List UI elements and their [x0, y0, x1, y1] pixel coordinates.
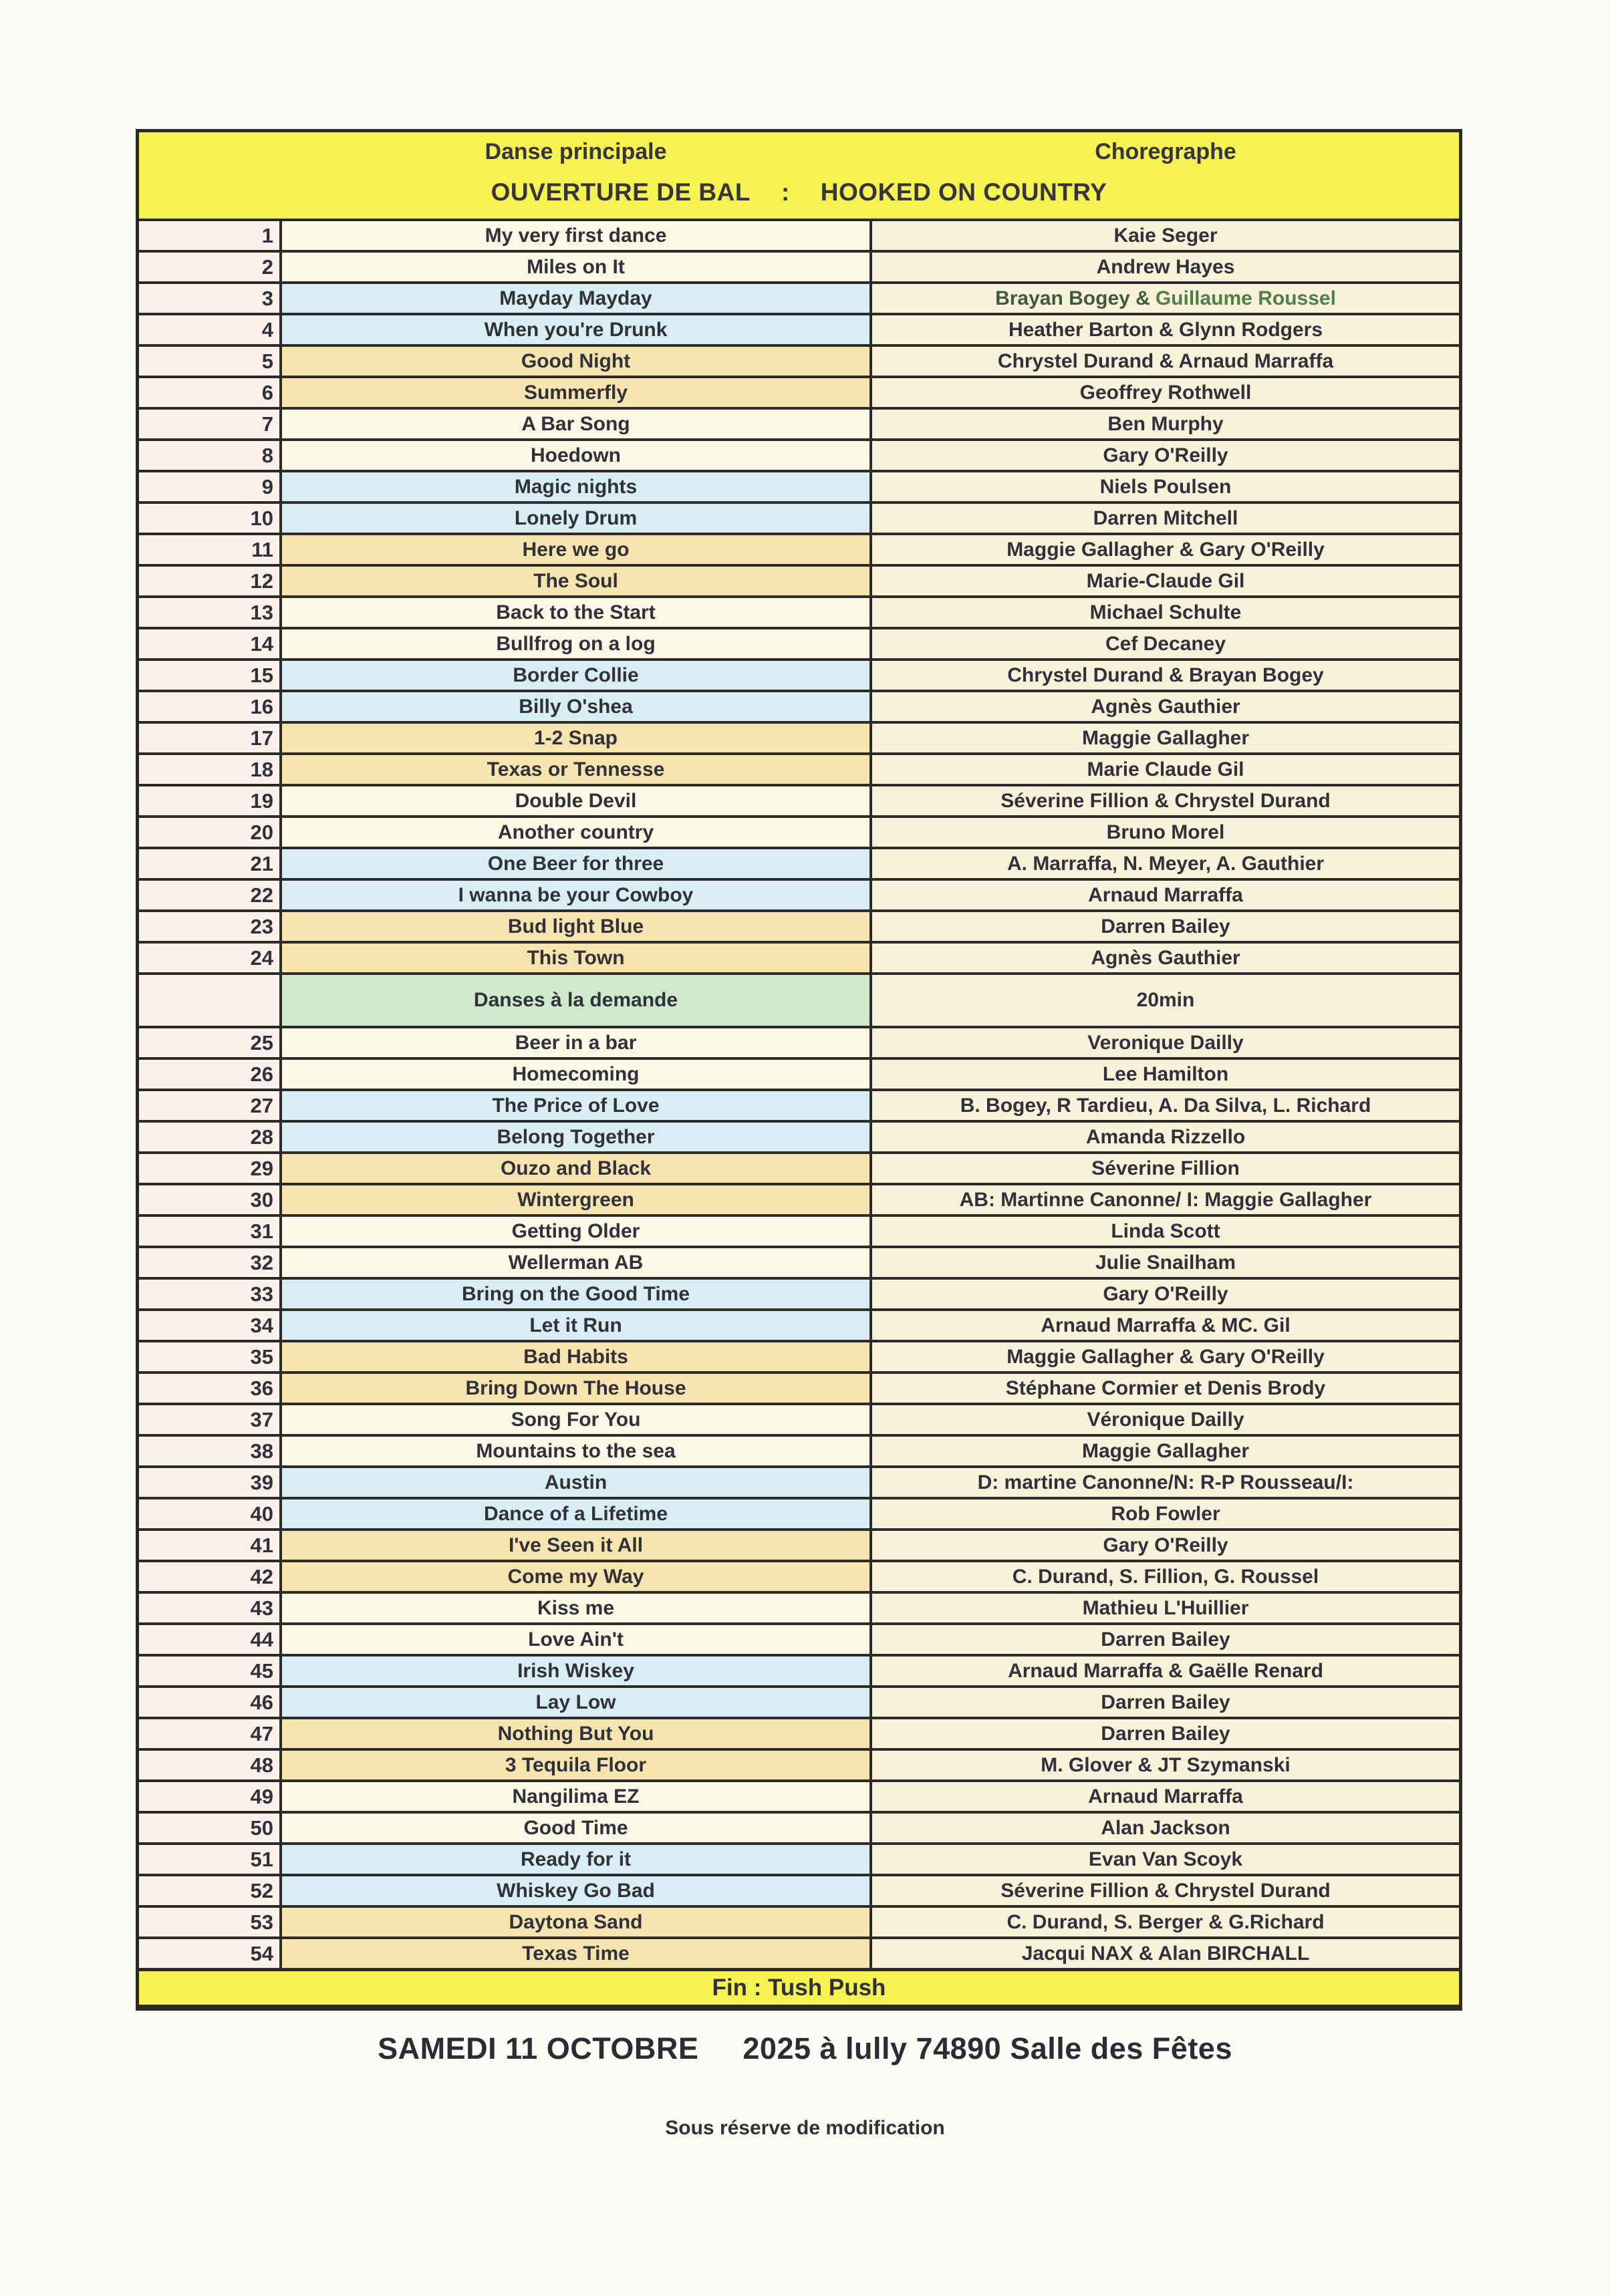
choreographer: Maggie Gallagher: [872, 724, 1459, 752]
row-number: 38: [139, 1437, 279, 1465]
dance-name: Ouzo and Black: [279, 1154, 872, 1183]
table-row: [139, 658, 1459, 690]
row-number: 39: [139, 1468, 279, 1497]
section-row: [139, 972, 1459, 1026]
table-row: [139, 1089, 1459, 1120]
choreographer: Séverine Fillion: [872, 1154, 1459, 1183]
row-number: 14: [139, 629, 279, 658]
row-number: 12: [139, 567, 279, 595]
choreographer-name-part: Guillaume Roussel: [1155, 287, 1336, 309]
dance-name: Billy O'shea: [279, 692, 872, 721]
row-number: 54: [139, 1939, 279, 1968]
choreographer: Veronique Dailly: [872, 1028, 1459, 1057]
row-number: 16: [139, 692, 279, 721]
table-row: [139, 1434, 1459, 1465]
row-number: 2: [139, 253, 279, 281]
choreographer: [872, 284, 1459, 313]
choreographer: Geoffrey Rothwell: [872, 378, 1459, 407]
table-row: [139, 847, 1459, 878]
row-number: 6: [139, 378, 279, 407]
dance-name: This Town: [279, 944, 872, 972]
row-number: 25: [139, 1028, 279, 1057]
header-dance-col-label: Danse principale: [485, 139, 667, 164]
choreographer: C. Durand, S. Berger & G.Richard: [872, 1908, 1459, 1936]
fin-row: Fin : Tush Push: [139, 1968, 1459, 2005]
table-row: [139, 595, 1459, 627]
choreographer: Arnaud Marraffa: [872, 881, 1459, 909]
dance-name: Bud light Blue: [279, 912, 872, 941]
choreographer: D: martine Canonne/N: R-P Rousseau/I:: [872, 1468, 1459, 1497]
dance-name: Good Time: [279, 1814, 872, 1842]
row-number: 27: [139, 1091, 279, 1120]
table-row: [139, 313, 1459, 344]
table-row: [139, 1654, 1459, 1685]
row-number: 29: [139, 1154, 279, 1183]
table-row: [139, 470, 1459, 501]
section-label: Danses à la demande: [279, 975, 872, 1026]
dance-name: Bring Down The House: [279, 1374, 872, 1403]
dance-name: Dance of a Lifetime: [279, 1499, 872, 1528]
choreographer: Agnès Gauthier: [872, 692, 1459, 721]
choreographer: Darren Mitchell: [872, 504, 1459, 533]
dance-name: Summerfly: [279, 378, 872, 407]
row-number: 43: [139, 1594, 279, 1622]
choreographer: Andrew Hayes: [872, 253, 1459, 281]
dance-name: Ready for it: [279, 1845, 872, 1874]
dance-name: I wanna be your Cowboy: [279, 881, 872, 909]
choreographer: Marie Claude Gil: [872, 755, 1459, 784]
choreographer: Darren Bailey: [872, 1625, 1459, 1654]
dance-name: Love Ain't: [279, 1625, 872, 1654]
opening-line: [139, 178, 1459, 206]
row-number: [139, 975, 279, 1026]
row-number: 34: [139, 1311, 279, 1340]
table-row: [139, 1026, 1459, 1057]
row-number: 46: [139, 1688, 279, 1717]
table-row: [139, 1748, 1459, 1779]
dance-name: When you're Drunk: [279, 315, 872, 344]
dance-name: The Price of Love: [279, 1091, 872, 1120]
section-duration: 20min: [872, 975, 1459, 1026]
table-row: [139, 784, 1459, 815]
choreographer: Amanda Rizzello: [872, 1123, 1459, 1151]
choreographer: Lee Hamilton: [872, 1060, 1459, 1089]
row-number: 1: [139, 221, 279, 250]
table-row: [139, 1842, 1459, 1874]
choreographer: Kaie Seger: [872, 221, 1459, 250]
dance-name: Nothing But You: [279, 1719, 872, 1748]
row-number: 8: [139, 441, 279, 470]
dance-name: Wintergreen: [279, 1185, 872, 1214]
table-row: [139, 815, 1459, 847]
choreographer: Arnaud Marraffa: [872, 1782, 1459, 1811]
row-number: 44: [139, 1625, 279, 1654]
row-number: 48: [139, 1751, 279, 1779]
dance-name: Mayday Mayday: [279, 284, 872, 313]
header-choreo-col-label: Choregraphe: [1095, 139, 1236, 164]
choreographer: Gary O'Reilly: [872, 1280, 1459, 1308]
dance-name: Bring on the Good Time: [279, 1280, 872, 1308]
opening-value: HOOKED ON COUNTRY: [820, 178, 1107, 206]
choreographer: Bruno Morel: [872, 818, 1459, 847]
choreographer: Darren Bailey: [872, 1688, 1459, 1717]
choreographer: A. Marraffa, N. Meyer, A. Gauthier: [872, 849, 1459, 878]
table-row: [139, 1528, 1459, 1560]
table-row: [139, 1214, 1459, 1246]
dance-name: Come my Way: [279, 1562, 872, 1591]
dance-name: 1-2 Snap: [279, 724, 872, 752]
choreographer: Marie-Claude Gil: [872, 567, 1459, 595]
table-row: [139, 1151, 1459, 1183]
choreographer: Stéphane Cormier et Denis Brody: [872, 1374, 1459, 1403]
table-row: [139, 627, 1459, 658]
choreographer: Arnaud Marraffa & Gaëlle Renard: [872, 1657, 1459, 1685]
choreographer: Agnès Gauthier: [872, 944, 1459, 972]
choreographer: Maggie Gallagher: [872, 1437, 1459, 1465]
choreographer: Jacqui NAX & Alan BIRCHALL: [872, 1939, 1459, 1968]
dance-name: A Bar Song: [279, 410, 872, 438]
row-number: 20: [139, 818, 279, 847]
choreographer: Maggie Gallagher & Gary O'Reilly: [872, 535, 1459, 564]
row-number: 45: [139, 1657, 279, 1685]
table-row: [139, 1779, 1459, 1811]
choreographer: Evan Van Scoyk: [872, 1845, 1459, 1874]
dance-name: Wellerman AB: [279, 1248, 872, 1277]
choreographer: M. Glover & JT Szymanski: [872, 1751, 1459, 1779]
table-row: [139, 407, 1459, 438]
table-row: [139, 721, 1459, 752]
table-row: [139, 1371, 1459, 1403]
choreographer: Gary O'Reilly: [872, 1531, 1459, 1560]
choreographer: Heather Barton & Glynn Rodgers: [872, 315, 1459, 344]
table-row: [139, 1465, 1459, 1497]
row-number: 19: [139, 786, 279, 815]
modification-note: Sous réserve de modification: [665, 2117, 945, 2139]
table-row: [139, 1183, 1459, 1214]
choreographer: AB: Martinne Canonne/ I: Maggie Gallagher: [872, 1185, 1459, 1214]
row-number: 13: [139, 598, 279, 627]
choreographer: Véronique Dailly: [872, 1405, 1459, 1434]
dance-name: My very first dance: [279, 221, 872, 250]
table-row: [139, 1497, 1459, 1528]
dance-name: Bad Habits: [279, 1342, 872, 1371]
dance-name: Border Collie: [279, 661, 872, 690]
choreographer: Gary O'Reilly: [872, 441, 1459, 470]
choreographer: Ben Murphy: [872, 410, 1459, 438]
table-row: [139, 1308, 1459, 1340]
table-row: [139, 941, 1459, 972]
dance-name: Kiss me: [279, 1594, 872, 1622]
table-rows: [139, 219, 1459, 1968]
row-number: 37: [139, 1405, 279, 1434]
choreographer: C. Durand, S. Fillion, G. Roussel: [872, 1562, 1459, 1591]
row-number: 5: [139, 347, 279, 376]
opening-label: OUVERTURE DE BAL: [491, 178, 751, 206]
row-number: 31: [139, 1217, 279, 1246]
row-number: 22: [139, 881, 279, 909]
row-number: 17: [139, 724, 279, 752]
row-number: 30: [139, 1185, 279, 1214]
table-row: [139, 533, 1459, 564]
dance-name: Belong Together: [279, 1123, 872, 1151]
row-number: 49: [139, 1782, 279, 1811]
dance-name: Magic nights: [279, 472, 872, 501]
row-number: 9: [139, 472, 279, 501]
row-number: 28: [139, 1123, 279, 1151]
choreographer: Cef Decaney: [872, 629, 1459, 658]
dance-name: Austin: [279, 1468, 872, 1497]
table-row: [139, 690, 1459, 721]
dance-name: Homecoming: [279, 1060, 872, 1089]
dance-name: Beer in a bar: [279, 1028, 872, 1057]
table-row: [139, 1340, 1459, 1371]
choreographer: Arnaud Marraffa & MC. Gil: [872, 1311, 1459, 1340]
dance-name: 3 Tequila Floor: [279, 1751, 872, 1779]
dance-name: Whiskey Go Bad: [279, 1876, 872, 1905]
dance-name: One Beer for three: [279, 849, 872, 878]
row-number: 7: [139, 410, 279, 438]
choreographer-name-part: Brayan Bogey &: [995, 287, 1150, 309]
table-row: [139, 219, 1459, 250]
table-row: [139, 281, 1459, 313]
table-row: [139, 1277, 1459, 1308]
dance-name: The Soul: [279, 567, 872, 595]
dance-name: Another country: [279, 818, 872, 847]
choreographer: Rob Fowler: [872, 1499, 1459, 1528]
dance-name: Mountains to the sea: [279, 1437, 872, 1465]
dance-name: Texas or Tennesse: [279, 755, 872, 784]
choreographer: Séverine Fillion & Chrystel Durand: [872, 1876, 1459, 1905]
dance-name: Lay Low: [279, 1688, 872, 1717]
dance-name: Irish Wiskey: [279, 1657, 872, 1685]
row-number: 53: [139, 1908, 279, 1936]
row-number: 24: [139, 944, 279, 972]
table-row: [139, 1403, 1459, 1434]
dance-name: Double Devil: [279, 786, 872, 815]
row-number: 4: [139, 315, 279, 344]
row-number: 11: [139, 535, 279, 564]
choreographer: Maggie Gallagher & Gary O'Reilly: [872, 1342, 1459, 1371]
table-header: [139, 132, 1459, 219]
dance-name: Texas Time: [279, 1939, 872, 1968]
row-number: 47: [139, 1719, 279, 1748]
choreographer: Michael Schulte: [872, 598, 1459, 627]
dance-name: Here we go: [279, 535, 872, 564]
dance-name: I've Seen it All: [279, 1531, 872, 1560]
table-row: [139, 1120, 1459, 1151]
choreographer: Darren Bailey: [872, 1719, 1459, 1748]
row-number: 15: [139, 661, 279, 690]
table-row: [139, 1874, 1459, 1905]
table-row: [139, 1057, 1459, 1089]
table-row: [139, 1622, 1459, 1654]
table-row: [139, 344, 1459, 376]
row-number: 32: [139, 1248, 279, 1277]
row-number: 26: [139, 1060, 279, 1089]
dance-name: Hoedown: [279, 441, 872, 470]
table-row: [139, 1905, 1459, 1936]
choreographer: B. Bogey, R Tardieu, A. Da Silva, L. Richard: [872, 1091, 1459, 1120]
row-number: 3: [139, 284, 279, 313]
opening-separator: :: [781, 178, 790, 206]
table-row: [139, 878, 1459, 909]
table-row: [139, 250, 1459, 281]
dance-name: Back to the Start: [279, 598, 872, 627]
row-number: 10: [139, 504, 279, 533]
row-number: 40: [139, 1499, 279, 1528]
event-date-line: [0, 2031, 1610, 2066]
row-number: 52: [139, 1876, 279, 1905]
table-row: [139, 376, 1459, 407]
choreographer: Julie Snailham: [872, 1248, 1459, 1277]
row-number: 41: [139, 1531, 279, 1560]
choreographer: Linda Scott: [872, 1217, 1459, 1246]
table-row: [139, 1246, 1459, 1277]
event-location: 2025 à lully 74890 Salle des Fêtes: [743, 2031, 1232, 2065]
choreographer: Séverine Fillion & Chrystel Durand: [872, 786, 1459, 815]
row-number: 18: [139, 755, 279, 784]
dance-name: Miles on It: [279, 253, 872, 281]
table-row: [139, 1591, 1459, 1622]
dance-name: Nangilima EZ: [279, 1782, 872, 1811]
table-row: [139, 752, 1459, 784]
table-row: [139, 564, 1459, 595]
choreographer: Mathieu L'Huillier: [872, 1594, 1459, 1622]
dance-name: Song For You: [279, 1405, 872, 1434]
row-number: 35: [139, 1342, 279, 1371]
choreographer: Chrystel Durand & Brayan Bogey: [872, 661, 1459, 690]
dance-name: Bullfrog on a log: [279, 629, 872, 658]
row-number: 33: [139, 1280, 279, 1308]
choreographer: Chrystel Durand & Arnaud Marraffa: [872, 347, 1459, 376]
table-row: [139, 1560, 1459, 1591]
dance-playlist-table: [136, 129, 1462, 2011]
table-row: [139, 1811, 1459, 1842]
row-number: 21: [139, 849, 279, 878]
dance-name: Lonely Drum: [279, 504, 872, 533]
table-row: [139, 1717, 1459, 1748]
table-row: [139, 1685, 1459, 1717]
row-number: 51: [139, 1845, 279, 1874]
dance-name: Good Night: [279, 347, 872, 376]
row-number: 42: [139, 1562, 279, 1591]
row-number: 50: [139, 1814, 279, 1842]
table-row: [139, 1936, 1459, 1968]
choreographer: Alan Jackson: [872, 1814, 1459, 1842]
dance-name: Daytona Sand: [279, 1908, 872, 1936]
choreographer: Niels Poulsen: [872, 472, 1459, 501]
row-number: 23: [139, 912, 279, 941]
dance-name: Getting Older: [279, 1217, 872, 1246]
choreographer: Darren Bailey: [872, 912, 1459, 941]
event-date: SAMEDI 11 OCTOBRE: [378, 2031, 699, 2065]
row-number: 36: [139, 1374, 279, 1403]
table-row: [139, 438, 1459, 470]
table-row: [139, 501, 1459, 533]
dance-name: Let it Run: [279, 1311, 872, 1340]
table-row: [139, 909, 1459, 941]
